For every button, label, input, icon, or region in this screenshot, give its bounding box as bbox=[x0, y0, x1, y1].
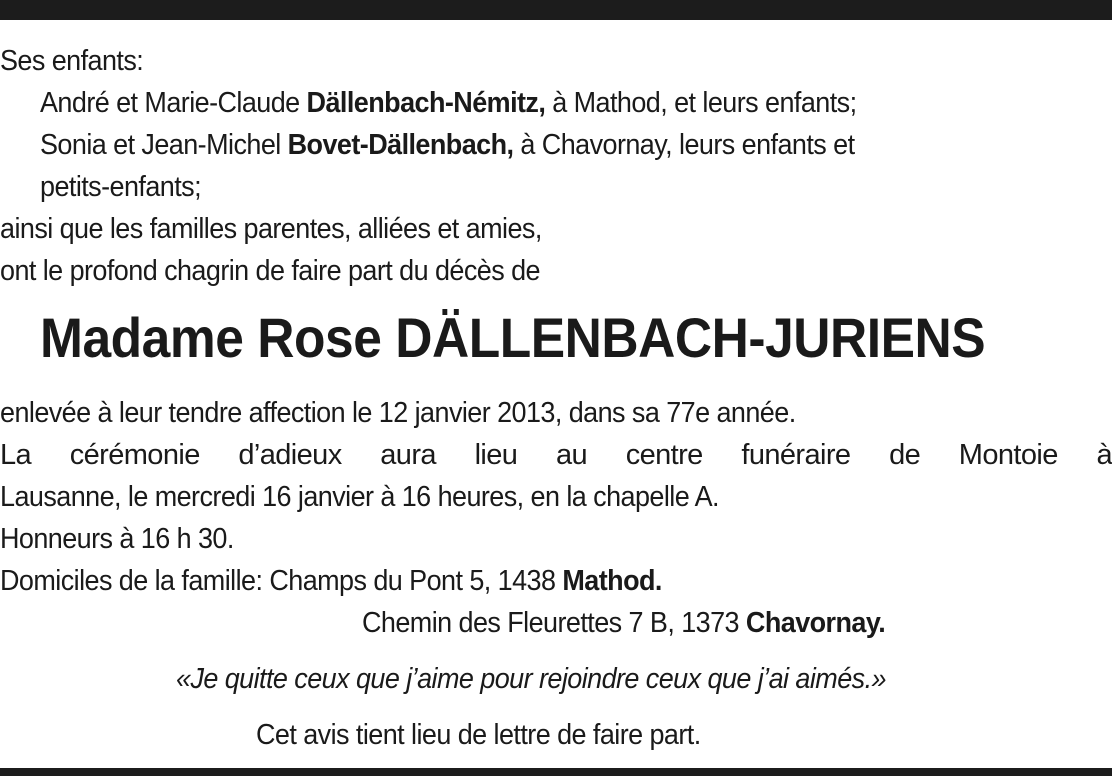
ceremony-word: d’adieux bbox=[238, 439, 342, 471]
domicile-address-1: Champs du Pont 5, 1438 bbox=[269, 565, 563, 597]
announcement-line: ont le profond chagrin de faire part du décès de bbox=[0, 255, 540, 287]
bottom-rule bbox=[0, 768, 1112, 776]
child-line-2 bbox=[40, 124, 855, 166]
domicile-line-1 bbox=[0, 560, 662, 602]
top-rule bbox=[0, 0, 1112, 20]
ceremony-word: lieu bbox=[474, 439, 518, 471]
domicile-address-2: Chemin des Fleurettes 7 B, 1373 bbox=[362, 607, 746, 639]
child-2-prefix: Sonia et Jean-Michel bbox=[40, 129, 288, 161]
quote: «Je quitte ceux que j’aime pour rejoindre ceux que j’ai aimés.» bbox=[176, 663, 886, 695]
intro-line: Ses enfants: bbox=[0, 45, 144, 77]
body-line-4: Honneurs à 16 h 30. bbox=[0, 523, 234, 555]
domicile-city-2: Chavornay. bbox=[745, 607, 886, 639]
ceremony-word: de bbox=[889, 439, 921, 471]
child-1-name: Dällenbach-Némitz, bbox=[306, 87, 546, 119]
ceremony-word: aura bbox=[380, 439, 436, 471]
ceremony-word: centre bbox=[625, 439, 703, 471]
domicile-label: Domiciles de la famille: bbox=[0, 565, 270, 597]
footer-note: Cet avis tient lieu de lettre de faire part. bbox=[256, 719, 701, 751]
body-line-3: Lausanne, le mercredi 16 janvier à 16 heures, en la chapelle A. bbox=[0, 481, 720, 513]
domicile-line-2 bbox=[362, 602, 885, 644]
child-2-suffix: à Chavornay, leurs enfants et bbox=[513, 129, 855, 161]
child-2-name: Bovet-Dällenbach, bbox=[287, 129, 514, 161]
domicile-city-1: Mathod. bbox=[562, 565, 662, 597]
child-1-prefix: André et Marie-Claude bbox=[40, 87, 307, 119]
deceased-name: Madame Rose DÄLLENBACH-JURIENS bbox=[40, 306, 986, 369]
families-line: ainsi que les familles parentes, alliées et amies, bbox=[0, 213, 542, 245]
child-1-suffix: à Mathod, et leurs enfants; bbox=[545, 87, 857, 119]
child-2-continuation: petits-enfants; bbox=[40, 171, 202, 203]
ceremony-word: Montoie bbox=[958, 439, 1058, 471]
ceremony-word: au bbox=[555, 439, 588, 471]
ceremony-word: cérémonie bbox=[69, 439, 200, 471]
ceremony-word: à bbox=[1096, 439, 1112, 471]
body-line-1: enlevée à leur tendre affection le 12 janvier 2013, dans sa 77e année. bbox=[0, 397, 796, 429]
ceremony-line bbox=[0, 434, 1112, 476]
child-line-1 bbox=[40, 82, 857, 124]
ceremony-word: La bbox=[0, 439, 32, 471]
ceremony-word: funéraire bbox=[741, 439, 851, 471]
